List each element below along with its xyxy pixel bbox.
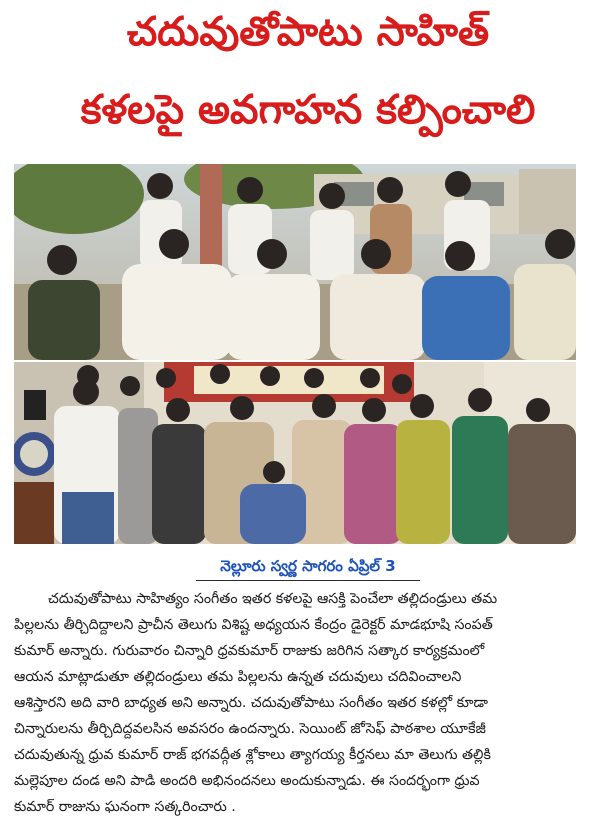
headline-line-2: కళలపై అవగాహన కల్పించాలి xyxy=(80,87,536,133)
article-line: పిల్లలను తీర్చిదిద్దాలని ప్రాచీన తెలుగు విశిష్ట అధ్యయన కేంద్రం డైరెక్టర్ మాడభూషి సంపత్ xyxy=(14,617,493,633)
headline-line-1: చదువుతోపాటు సాహిత్ xyxy=(126,9,490,55)
article-body xyxy=(14,586,576,820)
article-line: ఆయన మాట్లాడుతూ తల్లిదండ్రులు తమ పిల్లలను ఉన్నత చదువులు చదివించాలని xyxy=(14,669,462,685)
article-line: ఆశిస్తారని అది వారి బాధ్యత అని అన్నారు. చదువుతోపాటు సంగీతం ఇతర కళల్లో కూడా xyxy=(14,695,489,711)
article-line: కుమార్ అన్నారు. గురువారం చిన్నారి ధ్రవకుమార్ రాజుకు జరిగిన సత్కార కార్యక్రమంలో xyxy=(14,643,485,659)
article-line: చదువుతున్న ధ్రువ కుమార్ రాజ్ భగవద్గీత శ్లోకాలు త్యాగయ్య కీర్తనలు మా తెలుగు తల్లికి xyxy=(14,747,491,763)
article-line: కుమార్ రాజును ఘనంగా సత్కరించారు . xyxy=(14,799,236,815)
cut-off-text-fragment xyxy=(180,810,420,817)
dateline: నెల్లూరు స్వర్ణ సాగరం ఏప్రిల్ 3 xyxy=(220,557,396,575)
group-photo-indoor xyxy=(14,362,576,544)
group-photo-outdoor xyxy=(14,164,576,360)
article-line: మల్లెపూల దండ అని పాడి అందరి అభినందనలు అందుకున్నాడు. ఈ సందర్భంగా ధ్రువ xyxy=(14,773,480,789)
article-line: చదువుతోపాటు సాహిత్యం సంగీతం ఇతర కళలపై ఆసక్తి పెంచేలా తల్లిదండ్రులు తమ xyxy=(48,591,498,607)
article-line: చిన్నారులను తీర్చిదిద్దవలసిన అవసరం ఉందన్నారు. సెయింట్ జోసెఫ్ పాఠశాల యూకేజీ xyxy=(14,721,486,737)
dateline-underline xyxy=(196,580,420,581)
